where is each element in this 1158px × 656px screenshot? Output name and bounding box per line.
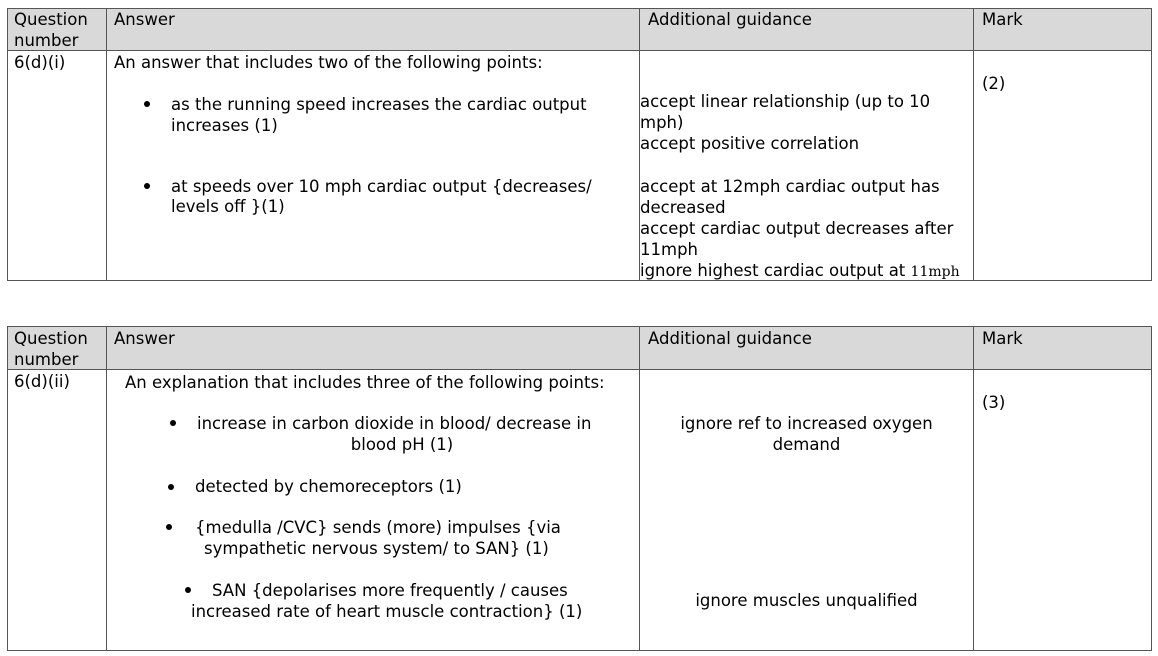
answer-intro: An explanation that includes three of the following points: bbox=[125, 373, 605, 392]
answer-point-line: levels off }(1) bbox=[171, 197, 285, 216]
answer-point-line: {medulla /CVC} sends (more) impulses {via bbox=[195, 518, 561, 537]
header-question-line2: number bbox=[14, 350, 79, 369]
answer-point-line: increased rate of heart muscle contraction} (1) bbox=[191, 602, 583, 621]
answer-point-line: blood pH (1) bbox=[350, 435, 454, 454]
guidance-line: mph) bbox=[640, 113, 684, 132]
guidance-line: accept cardiac output decreases after bbox=[640, 219, 954, 238]
answer-point-line: at speeds over 10 mph cardiac output {decreases/ bbox=[171, 177, 592, 196]
header-question: Question bbox=[14, 329, 88, 348]
bullet-icon bbox=[144, 183, 150, 189]
mark-value: (2) bbox=[982, 74, 1006, 93]
bullet-icon bbox=[185, 587, 191, 593]
guidance-line: demand bbox=[772, 435, 841, 454]
answer-point-line: detected by chemoreceptors (1) bbox=[195, 477, 462, 496]
answer-intro: An answer that includes two of the following points: bbox=[114, 53, 543, 72]
header-mark: Mark bbox=[982, 329, 1023, 348]
question-number: 6(d)(ii) bbox=[14, 372, 70, 391]
bullet-icon bbox=[166, 524, 172, 530]
guidance-text-serif: 11mph bbox=[910, 264, 960, 280]
guidance-line: accept linear relationship (up to 10 bbox=[640, 92, 931, 111]
column-divider bbox=[106, 327, 107, 650]
answer-point-line: as the running speed increases the cardiac output bbox=[171, 95, 587, 114]
answer-point-line: sympathetic nervous system/ to SAN} (1) bbox=[204, 539, 549, 558]
guidance-text: ignore highest cardiac output at bbox=[640, 261, 911, 280]
guidance-line: 11mph bbox=[640, 240, 698, 259]
mark-value: (3) bbox=[982, 393, 1006, 412]
header-question-line2: number bbox=[14, 31, 79, 50]
header-guidance: Additional guidance bbox=[648, 329, 812, 348]
bullet-icon bbox=[168, 484, 174, 490]
column-divider bbox=[973, 9, 974, 280]
table-header-row bbox=[8, 9, 1151, 50]
header-divider bbox=[8, 369, 1151, 370]
guidance-line: ignore muscles unqualified bbox=[695, 591, 918, 610]
header-question: Question bbox=[14, 10, 88, 29]
guidance-line: decreased bbox=[640, 198, 726, 217]
guidance-line: accept positive correlation bbox=[640, 134, 860, 153]
header-answer: Answer bbox=[114, 10, 175, 29]
answer-point-line: SAN {depolarises more frequently / causes bbox=[212, 581, 568, 600]
answer-point-line: increase in carbon dioxide in blood/ decrease in bbox=[197, 414, 592, 433]
bullet-icon bbox=[144, 101, 150, 107]
header-divider bbox=[8, 50, 1151, 51]
answer-point-line: increases (1) bbox=[171, 116, 278, 135]
guidance-line bbox=[640, 260, 960, 283]
question-number: 6(d)(i) bbox=[14, 53, 66, 72]
guidance-line: accept at 12mph cardiac output has bbox=[640, 177, 940, 196]
header-mark: Mark bbox=[982, 10, 1023, 29]
column-divider bbox=[973, 327, 974, 650]
header-answer: Answer bbox=[114, 329, 175, 348]
table-header-row bbox=[8, 327, 1151, 369]
column-divider bbox=[106, 9, 107, 280]
guidance-line: ignore ref to increased oxygen bbox=[680, 414, 933, 433]
header-guidance: Additional guidance bbox=[648, 10, 812, 29]
bullet-icon bbox=[170, 420, 176, 426]
